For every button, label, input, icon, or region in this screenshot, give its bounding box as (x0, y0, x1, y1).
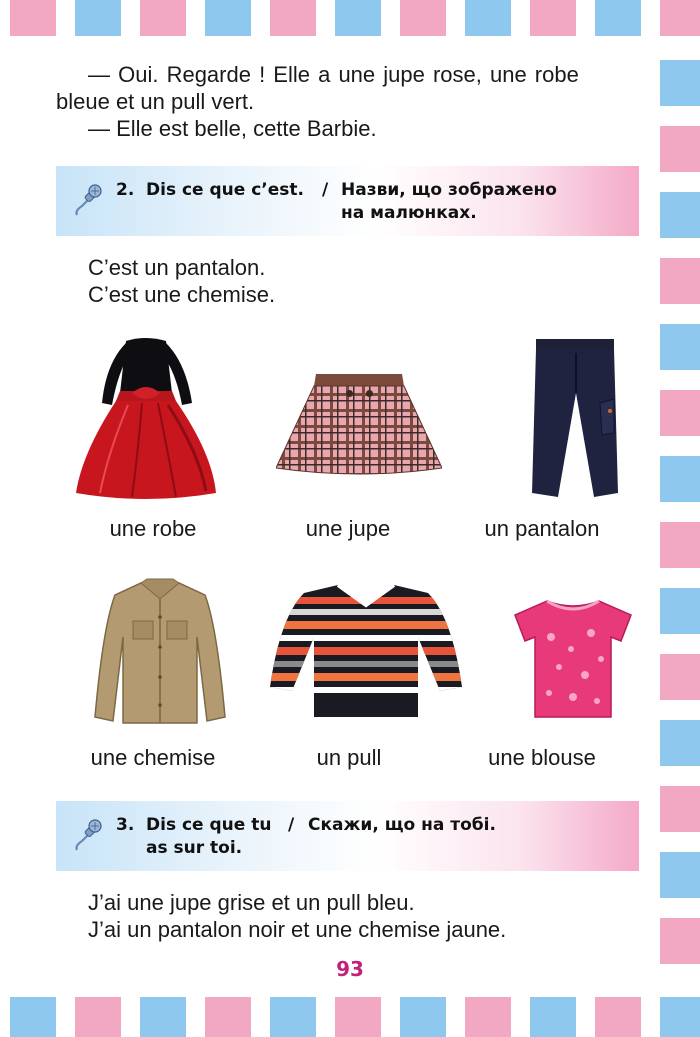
exercise-2-fr-title: Dis ce que c’est. (146, 180, 304, 200)
exercise-2-banner (56, 166, 639, 236)
exercise-3-example-1: J’ai une jupe grise et un pull bleu. (88, 890, 415, 915)
microphone-icon (70, 184, 104, 218)
shirt-illustration (93, 577, 227, 729)
item-label-blouse: une blouse (488, 745, 596, 770)
exercise-3-fr-title-line-2: as sur toi. (146, 838, 243, 858)
exercise-3-example-2: J’ai un pantalon noir et une chemise jaune. (88, 917, 507, 942)
item-label-skirt: une jupe (305, 516, 391, 541)
item-label-sweater: un pull (316, 745, 382, 770)
item-label-trousers: un pantalon (484, 516, 600, 541)
exercise-3-number: 3. (116, 815, 135, 835)
dialogue-line-2: bleue et un pull vert. (56, 89, 255, 114)
dress-illustration (72, 333, 220, 501)
dialogue-line-1: — Oui. Regarde ! Elle a une jupe rose, une robe (88, 62, 579, 87)
exercise-3-banner (56, 801, 639, 871)
exercise-2-number: 2. (116, 180, 135, 200)
item-label-shirt: une chemise (90, 745, 216, 770)
dialogue-line-3: — Elle est belle, cette Barbie. (88, 116, 377, 141)
page-number: 93 (336, 957, 364, 981)
exercise-2-example-2: C’est une chemise. (88, 282, 276, 307)
exercise-3-ua-title: Скажи, що на тобі. (308, 815, 496, 835)
exercise-3-separator: / (288, 815, 295, 835)
exercise-2-ua-title-line-2: на малюнках. (341, 203, 477, 223)
skirt-illustration (276, 372, 442, 478)
exercise-2-example-1: C’est un pantalon. (88, 255, 266, 280)
sweater-illustration (268, 577, 464, 727)
item-label-dress: une robe (109, 516, 197, 541)
exercise-2-ua-title-line-1: Назви, що зображено (341, 180, 557, 200)
exercise-2-separator: / (322, 180, 329, 200)
microphone-icon (70, 819, 104, 853)
blouse-illustration (511, 597, 635, 721)
trousers-illustration (528, 333, 620, 501)
exercise-3-fr-title-line-1: Dis ce que tu (146, 815, 272, 835)
